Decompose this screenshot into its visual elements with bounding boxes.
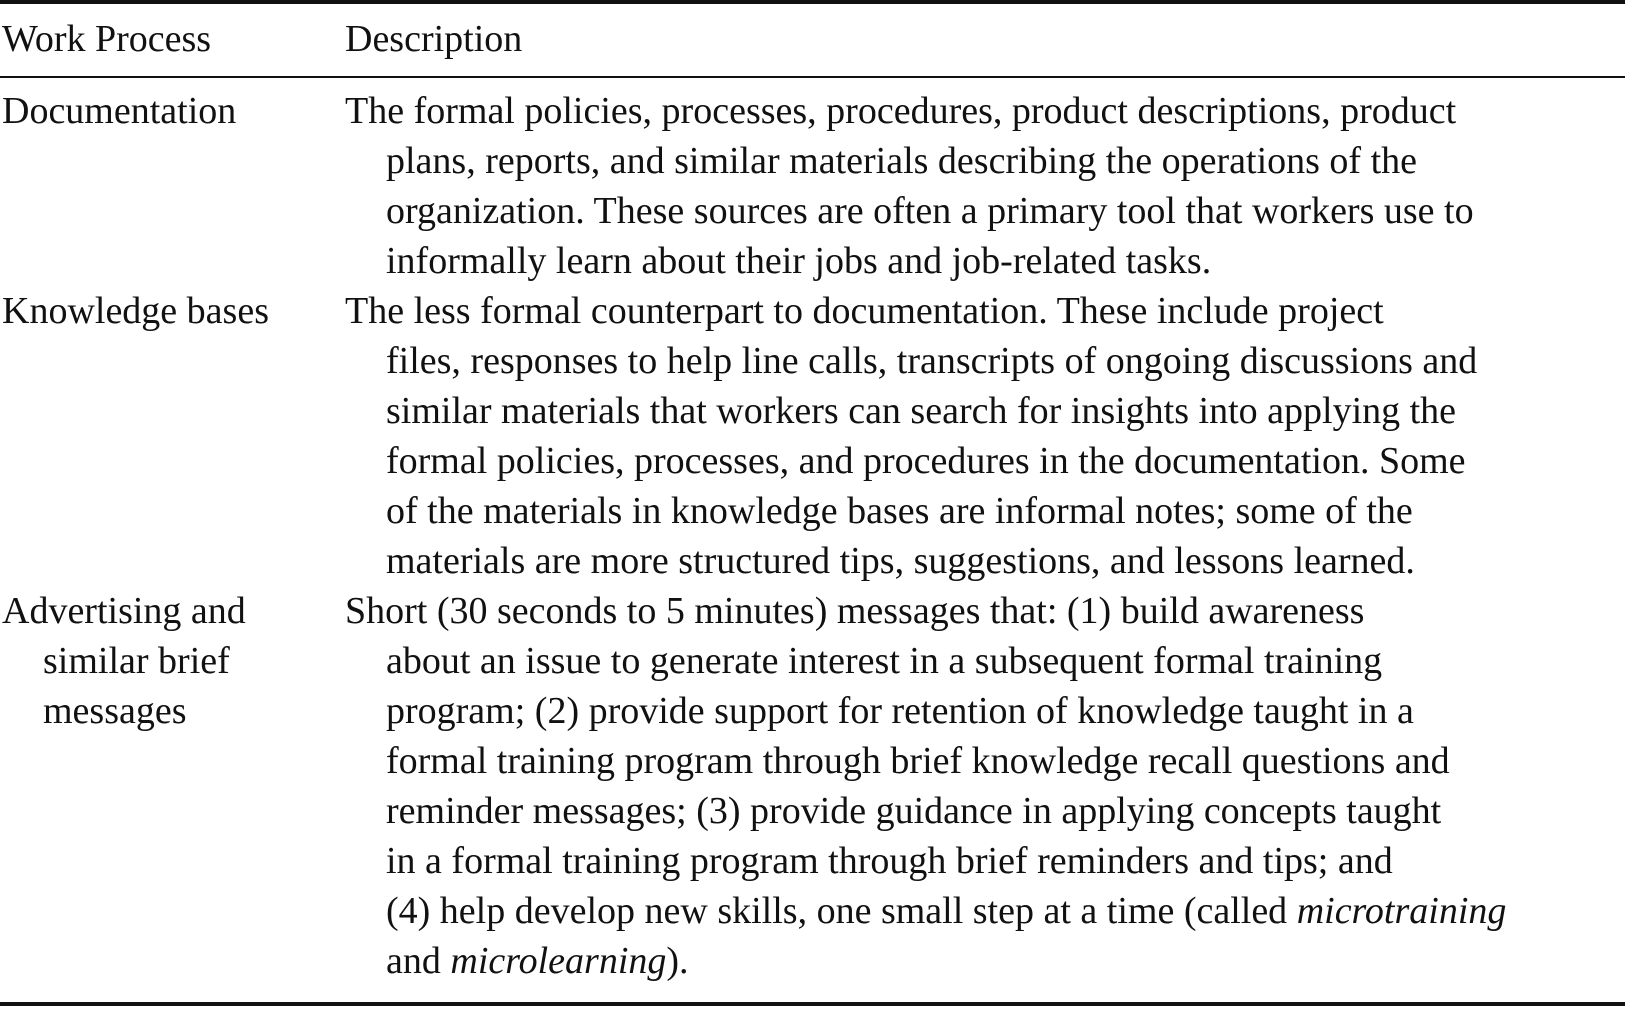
- description-line: plans, reports, and similar materials describing the operations of the: [386, 140, 1417, 182]
- description-line: similar materials that workers can search for insights into applying the: [386, 390, 1457, 432]
- description-line: Short (30 seconds to 5 minutes) messages that: (1) build awareness: [345, 590, 1365, 632]
- description-line: program; (2) provide support for retention of knowledge taught in a: [386, 690, 1414, 732]
- process-line: Documentation: [2, 90, 237, 132]
- process-line: similar brief: [43, 640, 230, 682]
- description-line: formal training program through brief knowledge recall questions and: [386, 740, 1450, 782]
- row-documentation-description: [345, 86, 1620, 286]
- description-line: of the materials in knowledge bases are informal notes; some of the: [386, 490, 1413, 532]
- header-work-process: Work Process: [2, 18, 212, 60]
- description-line: reminder messages; (3) provide guidance in applying concepts taught: [386, 790, 1442, 832]
- description-italic-term: microlearning: [450, 940, 667, 982]
- row-documentation-process: [2, 86, 322, 136]
- header-description: Description: [345, 18, 523, 60]
- description-line: [345, 886, 1620, 936]
- description-line: in a formal training program through brief reminders and tips; and: [386, 840, 1393, 882]
- description-line: materials are more structured tips, suggestions, and lessons learned.: [386, 540, 1415, 582]
- table-header-rule: [0, 76, 1625, 78]
- description-line: organization. These sources are often a primary tool that workers use to: [386, 190, 1474, 232]
- description-line: about an issue to generate interest in a subsequent formal training: [386, 640, 1383, 682]
- process-line: Advertising and: [2, 590, 246, 632]
- description-line: informally learn about their jobs and job-related tasks.: [386, 240, 1212, 282]
- row-knowledge-bases-description: [345, 286, 1620, 586]
- description-line: files, responses to help line calls, transcripts of ongoing discussions and: [386, 340, 1478, 382]
- row-advertising-description: [345, 586, 1620, 986]
- process-line: Knowledge bases: [2, 290, 269, 332]
- row-advertising-process: [2, 586, 322, 736]
- description-line: formal policies, processes, and procedures in the documentation. Some: [386, 440, 1466, 482]
- table-bottom-rule: [0, 1002, 1625, 1006]
- row-knowledge-bases-process: [2, 286, 322, 336]
- process-line: messages: [43, 690, 187, 732]
- description-line: The less formal counterpart to documentation. These include project: [345, 290, 1384, 332]
- description-text: (4) help develop new skills, one small step at a time (called: [386, 890, 1297, 932]
- description-italic-term: microtraining: [1296, 890, 1507, 932]
- description-line: The formal policies, processes, procedures, product descriptions, product: [345, 90, 1457, 132]
- description-text: and: [386, 940, 451, 982]
- description-text: ).: [666, 940, 689, 982]
- description-line: [345, 936, 1620, 986]
- table-top-rule: [0, 0, 1625, 4]
